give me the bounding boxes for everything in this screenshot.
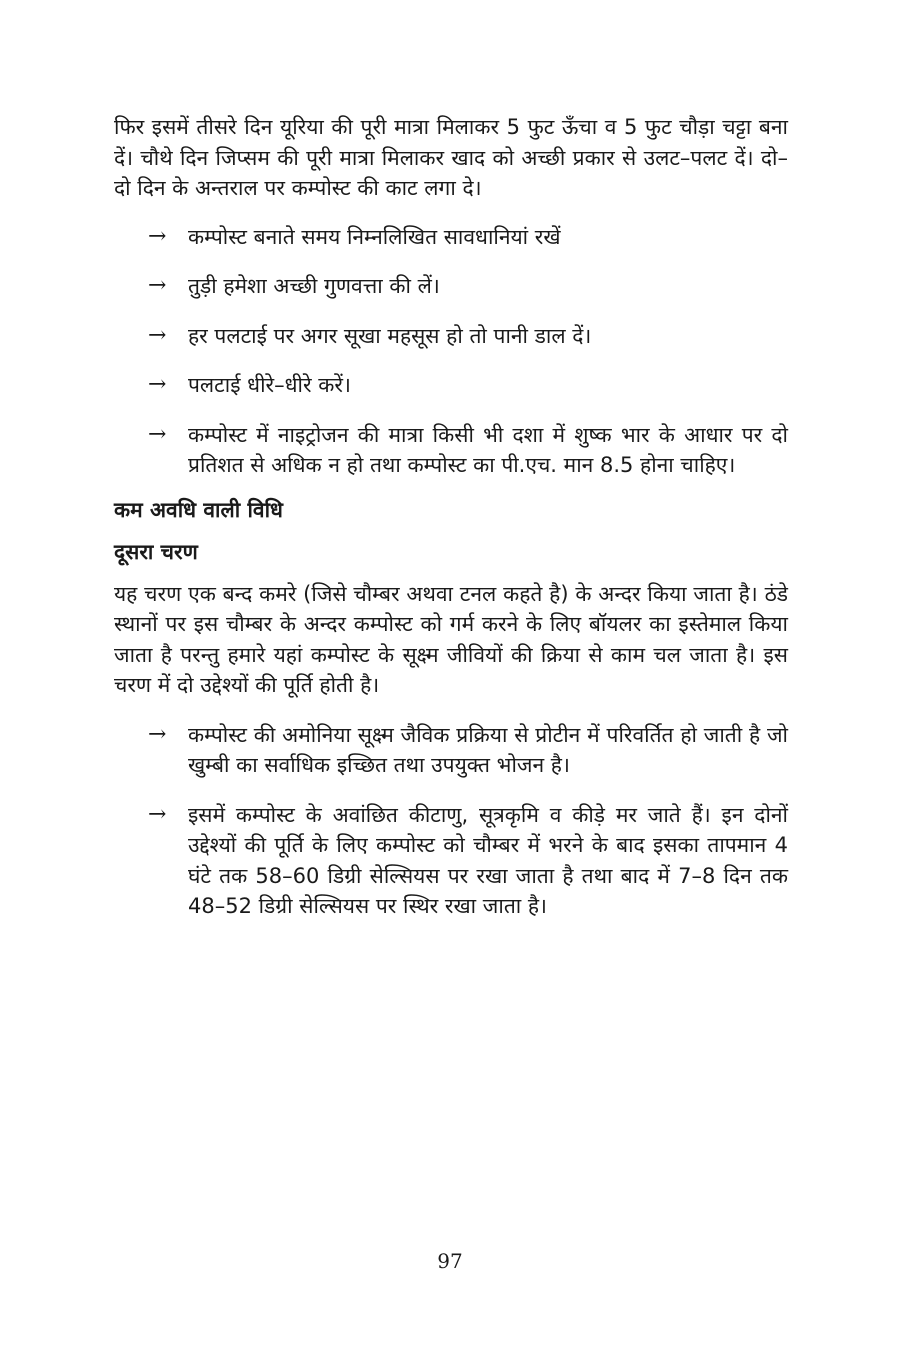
list-item-text: इसमें कम्पोस्ट के अवांछित कीटाणु, सूत्रकृमि व कीड़े मर जाते हैं। इन दोनों उद्देश्यों की पूर्ति के लिए कम्पोस्ट को चौम्बर में भरने के बाद इसका तापमान 4 घंटे तक 58–60 डिग्री सेल्सियस पर रखा जाता है तथा बाद में 7–8 दिन तक 48–52 डिग्री सेल्सियस पर स्थिर रखा जाता है। (188, 802, 788, 918)
arrow-icon: → (148, 223, 167, 249)
section-heading: कम अवधि वाली विधि (114, 497, 283, 522)
list-item (114, 800, 788, 922)
arrow-icon: → (148, 322, 167, 348)
list-item (114, 420, 788, 481)
list-item (114, 222, 788, 253)
list-item (114, 271, 788, 302)
arrow-icon: → (148, 421, 167, 447)
objectives-list (114, 720, 788, 922)
intro-paragraph: फिर इसमें तीसरे दिन यूरिया की पूरी मात्रा मिलाकर 5 फुट ऊँचा व 5 फुट चौड़ा चट्टा बना दें। चौथे दिन जिप्सम की पूरी मात्रा मिलाकर खाद को अच्छी प्रकार से उलट–पलट दें। दो–दो दिन के अन्तराल पर कम्पोस्ट की काट लगा दे। (114, 115, 788, 200)
list-item-text: पलटाई धीरे–धीरे करें। (188, 373, 351, 397)
arrow-icon: → (148, 721, 167, 747)
list-item-text: कम्पोस्ट की अमोनिया सूक्ष्म जैविक प्रक्रिया से प्रोटीन में परिवर्तित हो जाती है जो खुम्बी का सर्वाधिक इच्छित तथा उपयुक्त भोजन है। (188, 722, 788, 777)
subsection-heading: दूसरा चरण (114, 539, 198, 564)
page-body (114, 112, 788, 922)
list-item-text: कम्पोस्ट बनाते समय निम्नलिखित सावधानियां रखें (188, 224, 561, 249)
stage-paragraph: यह चरण एक बन्द कमरे (जिसे चौम्बर अथवा टनल कहते है) के अन्दर किया जाता है। ठंडे स्थानों पर इस चौम्बर के अन्दर कम्पोस्ट को गर्म करने के लिए बॉयलर का इस्तेमाल किया जाता है परन्तु हमारे यहां कम्पोस्ट के सूक्ष्म जीवियों की क्रिया से काम चल जाता है। इस चरण में दो उद्देश्यों की पूर्ति होती है। (114, 581, 788, 697)
arrow-icon: → (148, 273, 167, 298)
list-item (114, 370, 788, 401)
list-item-text: तुड़ी हमेशा अच्छी गुणवत्ता की लें। (188, 274, 440, 298)
arrow-icon: → (148, 801, 167, 827)
list-item (114, 720, 788, 781)
list-item (114, 321, 788, 352)
precautions-list (114, 222, 788, 481)
list-item-text: हर पलटाई पर अगर सूखा महसूस हो तो पानी डाल दें। (188, 323, 592, 348)
page-number: 97 (437, 1249, 463, 1273)
arrow-icon: → (148, 372, 167, 397)
list-item-text: कम्पोस्ट में नाइट्रोजन की मात्रा किसी भी दशा में शुष्क भार के आधार पर दो प्रतिशत से अधिक न हो तथा कम्पोस्ट का पी.एच. मान 8.5 होना चाहिए। (188, 422, 788, 477)
